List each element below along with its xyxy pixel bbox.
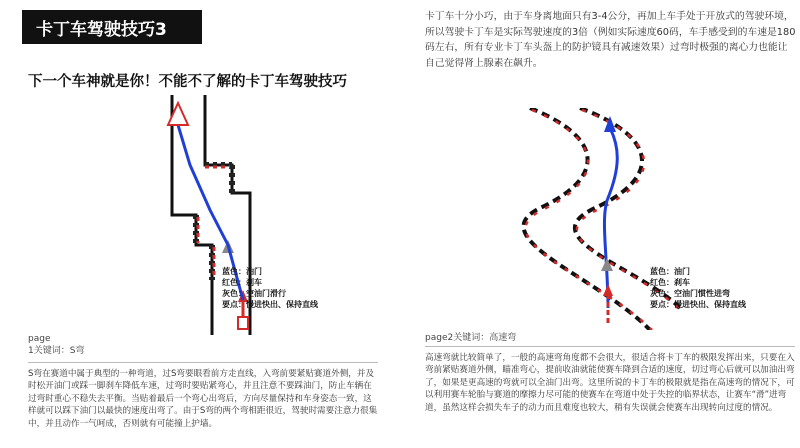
legend-coast: 灰色：空油门滑行	[222, 289, 286, 298]
legend-tip: 要点：慢进快出、保持直线	[222, 300, 318, 309]
section-title: 卡丁车驾驶技巧3	[36, 19, 167, 40]
high-speed-legend	[650, 266, 780, 314]
left-caption	[28, 333, 84, 357]
intro-paragraph: 卡丁车十分小巧，由于车身离地面只有3-4公分，再加上车手处于开放式的驾驶环境，所以驾驶卡丁车是实际驾驶速度的3倍（例如实际速度60码，车手感受到的车速是180码左右，所有专业卡丁车头盔上的防护镜具有减速效果）过弯时极强的离心力也能让自己觉得肾上腺素在飙升。	[425, 11, 796, 69]
section-title-badge	[22, 10, 202, 44]
legend-coast-2: 灰色：空油门惯性进弯	[650, 289, 730, 298]
legend-brake-2: 红色：刹车	[650, 278, 690, 287]
legend-brake: 红色：刹车	[222, 278, 262, 287]
s-bend-legend	[222, 266, 332, 314]
article-headline: 下一个车神就是你！不能不了解的卡丁车驾驶技巧	[28, 74, 347, 90]
right-body-paragraph: 高速弯就比较简单了，一般的高速弯角度都不会很大，很适合将卡丁车的极限发挥出来，只要在入弯前紧贴赛道外侧，瞄准弯心，提前收油就能使赛车降到合适的速度，切过弯心后就可以加油出弯了，如果是更高速的弯就可以全油门出弯。这里所说的卡丁车的极限就是指在高速弯的情况下，可以利用赛车轮胎与赛道的摩擦力尽可能的使赛车在弯道中处于失控的临界状态，让赛车“滑”进弯道，虽然这样会损失车子的动力而且难度也较大，稍有失误就会使赛车出现转向过度的情况。	[425, 353, 795, 413]
legend-throttle: 蓝色：油门	[222, 267, 262, 276]
left-caption-line1: page	[28, 334, 51, 344]
left-caption-line2: 1关键词：S弯	[28, 346, 85, 356]
legend-tip-2: 要点：慢进快出、保持直线	[650, 300, 746, 309]
right-caption: page2关键词：高速弯	[425, 333, 517, 343]
right-divider	[425, 346, 795, 347]
left-body-paragraph: S弯在赛道中属于典型的一种弯道，过S弯要眼看前方走直线，入弯前要紧贴赛道外侧，并及时松开油门或踩一脚刹车降低车速，过弯时要贴紧弯心，并且注意不要踩油门，防止车辆在过弯时重心不稳失去平衡。当贴着最后一个弯心出弯后，方向尽量保持和车身姿态一致，这样就可以踩下油门以最快的速度出弯了。由于S弯的两个弯相距很近，驾驶时需要注意力很集中，并且动作一气呵成，否则就有可能撞上护墙。	[28, 369, 378, 429]
left-divider	[28, 362, 378, 363]
legend-throttle-2: 蓝色：油门	[650, 267, 690, 276]
